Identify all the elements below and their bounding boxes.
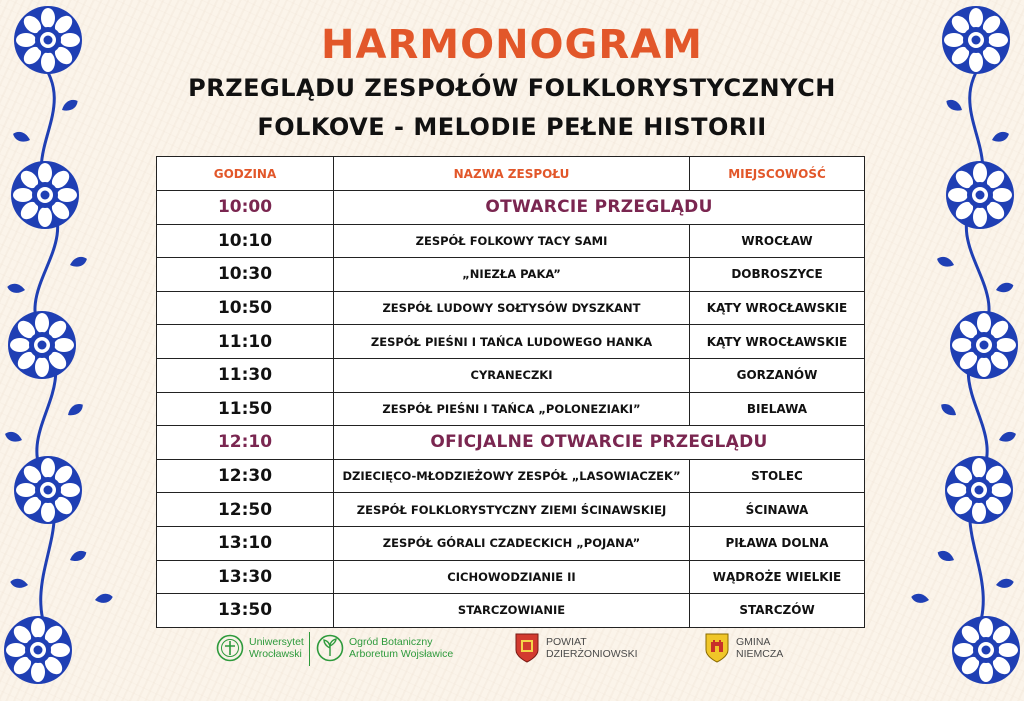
row-time: 10:50 (157, 291, 334, 325)
row-place: DOBROSZYCE (690, 258, 865, 292)
row-time: 12:10 (157, 426, 334, 460)
row-place: STOLEC (690, 459, 865, 493)
schedule-table (156, 156, 865, 628)
header-time: GODZINA (157, 157, 334, 191)
row-time: 11:50 (157, 392, 334, 426)
row-name: ZESPÓŁ GÓRALI CZADECKICH „POJANA” (334, 526, 690, 560)
row-name: DZIECIĘCO-MŁODZIEŻOWY ZESPÓŁ „LASOWIACZEK” (334, 459, 690, 493)
row-time: 10:30 (157, 258, 334, 292)
row-name: CYRANECZKI (334, 358, 690, 392)
powiat-line2: DZIERŻONIOWSKI (546, 648, 638, 660)
header-name: NAZWA ZESPOŁU (334, 157, 690, 191)
row-place: GORZANÓW (690, 358, 865, 392)
powiat-logo (514, 632, 638, 664)
row-name: STARCZOWIANIE (334, 594, 690, 628)
table-row (157, 191, 865, 225)
row-name: ZESPÓŁ FOLKLORYSTYCZNY ZIEMI ŚCINAWSKIEJ (334, 493, 690, 527)
leaf-emblem-icon (316, 634, 344, 662)
table-row (157, 594, 865, 628)
page-subtitle-line1: PRZEGLĄDU ZESPOŁÓW FOLKLORYSTYCZNYCH (188, 74, 836, 102)
page-subtitle-line2: FOLKOVE - MELODIE PEŁNE HISTORII (257, 113, 767, 141)
row-place: STARCZÓW (690, 594, 865, 628)
row-time: 11:10 (157, 325, 334, 359)
row-place: KĄTY WROCŁAWSKIE (690, 291, 865, 325)
row-time: 10:00 (157, 191, 334, 225)
row-place: ŚCINAWA (690, 493, 865, 527)
table-row (157, 291, 865, 325)
table-row (157, 325, 865, 359)
uni-emblem-icon (216, 634, 244, 662)
row-time: 13:50 (157, 594, 334, 628)
row-time: 13:30 (157, 560, 334, 594)
row-time: 12:30 (157, 459, 334, 493)
gmina-logo (704, 632, 783, 664)
floral-ornament-left (0, 0, 140, 701)
row-event: OTWARCIE PRZEGLĄDU (334, 191, 865, 225)
row-name: „NIEZŁA PAKA” (334, 258, 690, 292)
table-row (157, 459, 865, 493)
row-name: ZESPÓŁ FOLKOWY TACY SAMI (334, 224, 690, 258)
page-title: HARMONOGRAM (321, 22, 703, 68)
row-name: ZESPÓŁ LUDOWY SOŁTYSÓW DYSZKANT (334, 291, 690, 325)
garden-line1: Ogród Botaniczny (349, 636, 433, 648)
uni-line2: Wrocławski (249, 648, 302, 660)
gmina-line1: GMINA (736, 636, 771, 648)
floral-ornament-right (884, 0, 1024, 701)
table-row (157, 526, 865, 560)
row-event: OFICJALNE OTWARCIE PRZEGLĄDU (334, 426, 865, 460)
row-place: WĄDROŻE WIELKIE (690, 560, 865, 594)
table-row (157, 426, 865, 460)
powiat-crest-icon (514, 632, 540, 664)
gmina-line2: NIEMCZA (736, 648, 784, 660)
row-name: ZESPÓŁ PIEŚNI I TAŃCA LUDOWEGO HANKA (334, 325, 690, 359)
sponsor-logos (0, 628, 1024, 678)
header-place: MIEJSCOWOŚĆ (690, 157, 865, 191)
table-row (157, 358, 865, 392)
table-row (157, 560, 865, 594)
powiat-line1: POWIAT (546, 636, 587, 648)
row-name: CICHOWODZIANIE II (334, 560, 690, 594)
table-row (157, 224, 865, 258)
uni-logo (216, 634, 304, 662)
row-time: 13:10 (157, 526, 334, 560)
garden-line2: Arboretum Wojsławice (349, 648, 454, 660)
uni-line1: Uniwersytet (249, 636, 304, 648)
table-row (157, 258, 865, 292)
gmina-crest-icon (704, 632, 730, 664)
row-name: ZESPÓŁ PIEŚNI I TAŃCA „POLONEZIAKI” (334, 392, 690, 426)
row-time: 12:50 (157, 493, 334, 527)
table-row (157, 392, 865, 426)
row-place: PIŁAWA DOLNA (690, 526, 865, 560)
garden-logo (316, 634, 453, 662)
row-place: WROCŁAW (690, 224, 865, 258)
table-header-row (157, 157, 865, 191)
table-row (157, 493, 865, 527)
logo-divider (309, 632, 310, 666)
row-place: KĄTY WROCŁAWSKIE (690, 325, 865, 359)
row-time: 11:30 (157, 358, 334, 392)
row-place: BIELAWA (690, 392, 865, 426)
row-time: 10:10 (157, 224, 334, 258)
